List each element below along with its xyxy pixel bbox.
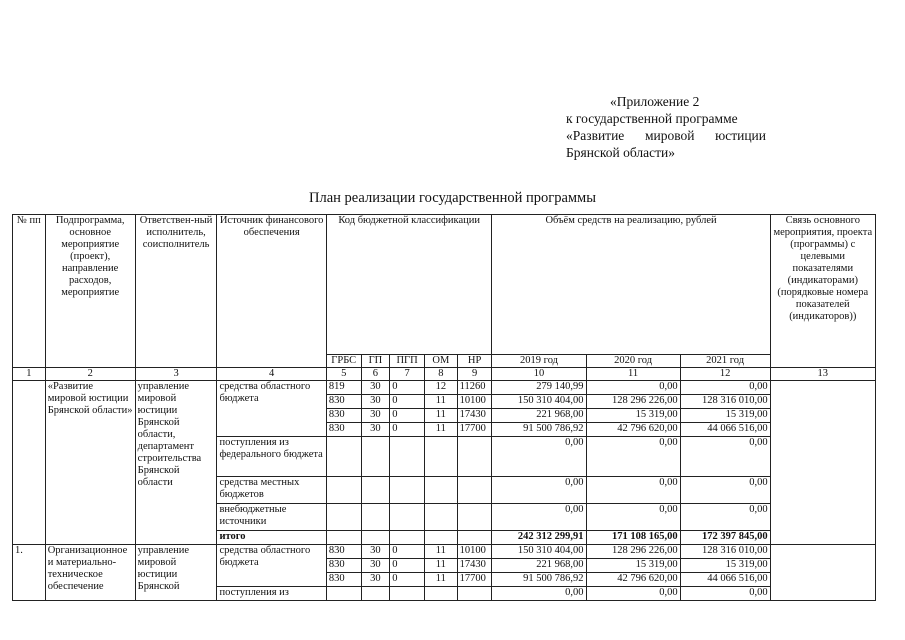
grbs-cell: 830 xyxy=(326,395,361,409)
col-number: 10 xyxy=(492,368,586,381)
pgp-cell: 0 xyxy=(390,545,425,559)
om-cell: 11 xyxy=(424,395,457,409)
amount-2019: 221 968,00 xyxy=(492,559,586,573)
amount-2019: 0,00 xyxy=(492,504,586,531)
amount-2021: 44 066 516,00 xyxy=(680,423,770,437)
header-om: ОМ xyxy=(424,355,457,368)
np-cell: 17430 xyxy=(457,409,492,423)
col-number: 5 xyxy=(326,368,361,381)
grbs-cell: 830 xyxy=(326,409,361,423)
amount-2021: 0,00 xyxy=(680,587,770,601)
section2-link xyxy=(770,545,875,601)
header-np: НР xyxy=(457,355,492,368)
amount-2019: 221 968,00 xyxy=(492,409,586,423)
amount-2021: 15 319,00 xyxy=(680,409,770,423)
header-row xyxy=(13,215,876,355)
header-subprogram: Подпрограмма, основное мероприятие (проект), направление расходов, мероприятие xyxy=(45,215,135,368)
pgp-cell: 0 xyxy=(390,423,425,437)
section1-responsible: управление мировой юстиции Брянской области, департамент строительства Брянской области xyxy=(135,381,217,545)
section2-name: Организационное и материально-техническое обеспечение xyxy=(45,545,135,601)
np-cell: 10100 xyxy=(457,395,492,409)
header-2021: 2021 год xyxy=(680,355,770,368)
amount-2021: 128 316 010,00 xyxy=(680,545,770,559)
amount-2020: 0,00 xyxy=(586,504,680,531)
amount-2020: 128 296 226,00 xyxy=(586,395,680,409)
grbs-cell: 830 xyxy=(326,423,361,437)
col-number: 8 xyxy=(424,368,457,381)
total-2019-text: 242 312 299,91 xyxy=(517,531,584,542)
pgp-cell: 0 xyxy=(390,573,425,587)
header-pgp: ПГП xyxy=(390,355,425,368)
om-cell: 11 xyxy=(424,423,457,437)
header-2019: 2019 год xyxy=(492,355,586,368)
np-cell: 10100 xyxy=(457,545,492,559)
header-gp: ГП xyxy=(361,355,390,368)
section2-responsible: управление мировой юстиции Брянской xyxy=(135,545,217,601)
np-cell: 17700 xyxy=(457,423,492,437)
table-row xyxy=(13,381,876,395)
amount-2021: 128 316 010,00 xyxy=(680,395,770,409)
amount-2020: 42 796 620,00 xyxy=(586,423,680,437)
amount-2020: 15 319,00 xyxy=(586,559,680,573)
header-grbs: ГРБС xyxy=(326,355,361,368)
col-number: 2 xyxy=(45,368,135,381)
col-number: 12 xyxy=(680,368,770,381)
federal-label: поступления из xyxy=(217,587,326,601)
amount-2020: 0,00 xyxy=(586,381,680,395)
amount-2021: 0,00 xyxy=(680,437,770,477)
pgp-cell: 0 xyxy=(390,381,425,395)
header-source: Источник финансового обеспечения xyxy=(217,215,326,368)
col-number: 6 xyxy=(361,368,390,381)
appendix-note xyxy=(566,93,766,161)
plan-title: План реализации государственной программы xyxy=(309,190,596,206)
amount-2020: 0,00 xyxy=(586,587,680,601)
col-number: 3 xyxy=(135,368,217,381)
header-2020: 2020 год xyxy=(586,355,680,368)
amount-2019: 279 140,99 xyxy=(492,381,586,395)
section1-link xyxy=(770,381,875,545)
om-cell: 11 xyxy=(424,573,457,587)
om-cell: 11 xyxy=(424,409,457,423)
col-number: 11 xyxy=(586,368,680,381)
total-label-text: итого xyxy=(219,531,246,542)
header-budget-code: Код бюджетной классификации xyxy=(326,215,492,355)
total-2020-text: 171 108 165,00 xyxy=(611,531,678,542)
amount-2019: 91 500 786,92 xyxy=(492,423,586,437)
header-num: № пп xyxy=(13,215,46,368)
gp-cell: 30 xyxy=(361,395,390,409)
section1-regional-label: средства областного бюджета xyxy=(217,381,326,437)
amount-2020: 0,00 xyxy=(586,477,680,504)
column-number-row xyxy=(13,368,876,381)
total-2021 xyxy=(680,531,770,545)
header-link: Связь основного мероприятия, проекта (программы) с целевыми показателями (индикаторами) (порядковые номера показателей (индикаторов)) xyxy=(770,215,875,368)
section1-num xyxy=(13,381,46,545)
pgp-cell: 0 xyxy=(390,559,425,573)
col-number: 1 xyxy=(13,368,46,381)
grbs-cell: 819 xyxy=(326,381,361,395)
appendix-line-1: «Приложение 2 xyxy=(610,94,700,109)
col-number: 7 xyxy=(390,368,425,381)
gp-cell: 30 xyxy=(361,559,390,573)
grbs-cell: 830 xyxy=(326,573,361,587)
np-cell: 11260 xyxy=(457,381,492,395)
gp-cell: 30 xyxy=(361,545,390,559)
plan-table xyxy=(12,214,876,601)
np-cell: 17430 xyxy=(457,559,492,573)
amount-2021: 0,00 xyxy=(680,381,770,395)
grbs-cell: 830 xyxy=(326,559,361,573)
amount-2019: 91 500 786,92 xyxy=(492,573,586,587)
amount-2019: 0,00 xyxy=(492,437,586,477)
amount-2021: 15 319,00 xyxy=(680,559,770,573)
om-cell: 12 xyxy=(424,381,457,395)
col-number: 13 xyxy=(770,368,875,381)
section2-num: 1. xyxy=(13,545,46,601)
appendix-line-2: к государственной программе xyxy=(566,111,738,126)
amount-2020: 42 796 620,00 xyxy=(586,573,680,587)
gp-cell: 30 xyxy=(361,423,390,437)
amount-2020: 0,00 xyxy=(586,437,680,477)
extra-label: внебюджетные источники xyxy=(217,504,326,531)
header-amount: Объём средств на реализацию, рублей xyxy=(492,215,770,355)
gp-cell: 30 xyxy=(361,409,390,423)
amount-2019: 150 310 404,00 xyxy=(492,545,586,559)
amount-2019: 0,00 xyxy=(492,477,586,504)
total-label xyxy=(217,531,326,545)
amount-2020: 15 319,00 xyxy=(586,409,680,423)
total-2021-text: 172 397 845,00 xyxy=(701,531,768,542)
section2-regional-label: средства областного бюджета xyxy=(217,545,326,587)
appendix-line-3: «Развитие мировой юстиции xyxy=(566,128,766,143)
col-number: 9 xyxy=(457,368,492,381)
gp-cell: 30 xyxy=(361,381,390,395)
local-label: средства местных бюджетов xyxy=(217,477,326,504)
om-cell: 11 xyxy=(424,545,457,559)
np-cell: 17700 xyxy=(457,573,492,587)
table-row xyxy=(13,545,876,559)
total-2020 xyxy=(586,531,680,545)
amount-2021: 0,00 xyxy=(680,504,770,531)
col-number: 4 xyxy=(217,368,326,381)
header-responsible: Ответствен-ный исполнитель, соисполнитель xyxy=(135,215,217,368)
amount-2021: 0,00 xyxy=(680,477,770,504)
om-cell: 11 xyxy=(424,559,457,573)
section1-name: «Развитие мировой юстиции Брянской области» xyxy=(45,381,135,545)
gp-cell: 30 xyxy=(361,573,390,587)
pgp-cell: 0 xyxy=(390,395,425,409)
grbs-cell: 830 xyxy=(326,545,361,559)
total-2019 xyxy=(492,531,586,545)
amount-2020: 128 296 226,00 xyxy=(586,545,680,559)
pgp-cell: 0 xyxy=(390,409,425,423)
amount-2019: 0,00 xyxy=(492,587,586,601)
federal-label: поступления из федерального бюджета xyxy=(217,437,326,477)
appendix-line-4: Брянской области» xyxy=(566,145,676,160)
amount-2019: 150 310 404,00 xyxy=(492,395,586,409)
amount-2021: 44 066 516,00 xyxy=(680,573,770,587)
